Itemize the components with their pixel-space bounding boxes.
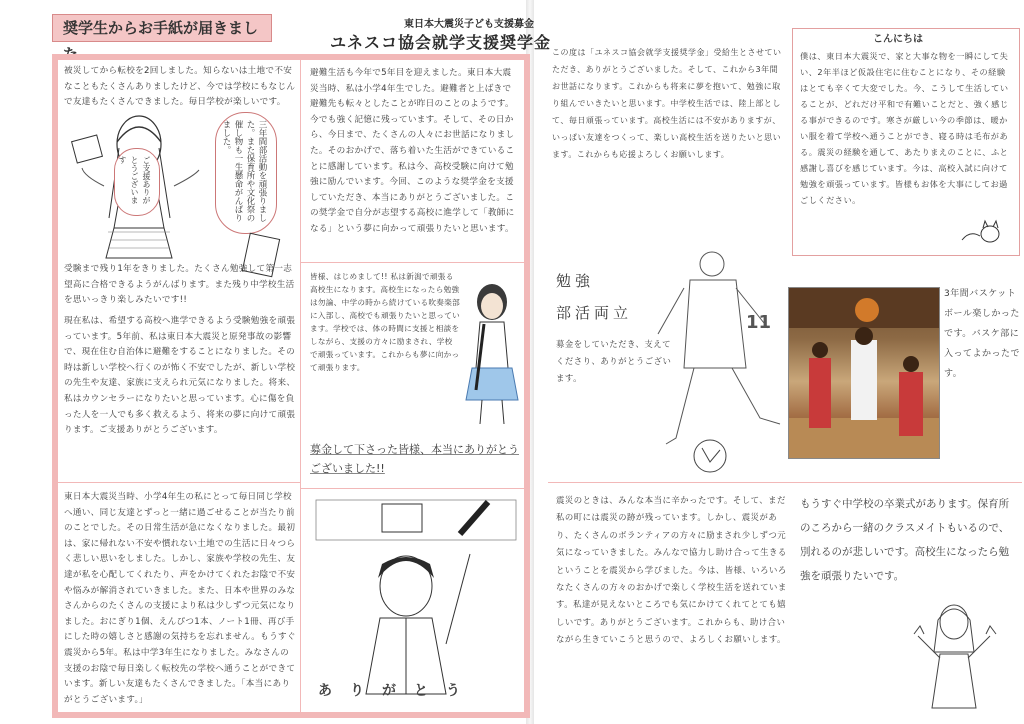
letter-4-signoff: 募金して下さった皆様、本当にありがとうございました!! xyxy=(310,443,519,475)
basketball-photo xyxy=(788,287,940,459)
divider-vertical-left xyxy=(300,60,301,712)
header-org-small: 東日本大震災子ども支援募金 xyxy=(404,19,534,30)
letter-2-text: 避難生活も今年で5年目を迎えました。東日本大震災当時、私は小学4年生でした。避難者と上ばきで避難先も転々としたことが昨日のことのようです。今でも強く記憶に残っています。そして、その日から、今日まで、たくさんの人々にお世話になりました。そのおかげで、落ち着いた生活ができていることに感謝しています。私は今、高校受験に向けて勉強に励んでいます。今回、このような奨学金を支援していただき、本当にありがとうございました。この奨学金で自分が志望する高校に進学して「教師になる」という夢に向かって頑張りたいと思います。 xyxy=(310,68,515,234)
right-letter-4-text: もうすぐ中学校の卒業式があります。保育所のころから一緒のクラスメイトもいるので、別れるのが悲しいです。高校生になったら勉強を頑張りたいです。 xyxy=(800,498,1010,582)
letter-1b-text: 受験まで残り1年をきりました。たくさん勉強して第一志望高に合格できるようがんばります。また残り中学校生活を思いっきり楽しみたいです!! xyxy=(64,264,295,306)
header-tag: 奨学生からお手紙が届きました xyxy=(52,14,272,42)
clarinet-girl-drawing xyxy=(458,278,524,428)
divider-h-right2 xyxy=(300,488,524,489)
study-title-2: 部活両立 xyxy=(556,304,633,322)
letter-3-text: 現在私は、希望する高校へ進学できるよう受験勉強を頑張っています。5年前、私は東日本大震災と原発事故の影響で、現在住む自治体に避難をすることになりました。その時は新しい学校へ行くのが怖く不安でしたが、新しい学校の先生や友達、家族に支えられ元気になりました。将来、私はカウンセラーになりたいと思っています。心に傷を負った人を一人でも多く救えるよう、将来の夢に向けて頑張ります。ご支援ありがとうございます。 xyxy=(64,316,296,436)
soccer-player-drawing xyxy=(650,248,790,480)
right-letter-2-heading: こんにちは xyxy=(873,34,923,45)
header-org-big: ユネスコ協会就学支援奨学金 xyxy=(330,33,552,52)
jersey-number: 11 xyxy=(746,312,772,333)
study-title-1: 勉強 xyxy=(556,272,595,290)
study-body: 募金をしていただき、支えてくださり、ありがとうございます。 xyxy=(556,339,672,383)
girl-waving-drawing xyxy=(898,596,1008,716)
right-letter-1-text: この度は「ユネスコ協会就学支援奨学金」受給生とさせていただき、ありがとうございました。そして、これから3年間お世話になります。これからも将来に夢を抱いて、勉強に取り組んでいきたいと思います。中学校生活では、陸上部として、毎日頑張っています。高校生活には不安がありますが、いっぱい友達をつくって、楽しい高校生活を送りたいと思います。これからも応援よろしくお願いします。 xyxy=(552,48,782,159)
letter-4-text: 皆様、はじめまして!! 私は新潟で頑張る高校生になります。高校生になったら勉強は勿論、中学の時から続けている吹奏楽部に入部し、高校でも頑張りたいと思っています。学校では、体の時間に支援と相談をしながら、支援の方々に励まされ、学校で頑張っています。これからも夢に向かって頑張ります。 xyxy=(310,272,460,372)
divider-h-right-page xyxy=(548,482,1022,483)
right-letter-3-text: 震災のときは、みんな本当に辛かったです。そして、まだ私の町には震災の跡が残っています。しかし、震災があり、たくさんのボランティアの方々に励まされ少しずつ元気になっていきました。みんなで協力し助け合って生きるということを震災から学びました。今は、皆様、いろいろなたくさんの方々のおかげで楽しく学校生活を送れています。私達が見えないところでも気にかけてくれてとても嬉しいです。ありがとうございます。これからも、助け合いながら生きていこうと思うので、よろしくお願いします。 xyxy=(556,495,787,645)
divider-h-left1 xyxy=(58,482,300,483)
cat-doodle xyxy=(960,218,1006,248)
basketball-note: 3年間バスケットボール楽しかったです。バスケ部に入ってよかったです。 xyxy=(944,289,1020,379)
letter-5-text: 東日本大震災当時、小学4年生の私にとって毎日同じ学校へ通い、同じ友達とずっと一緒に過ごせることが当たり前のことでした。その日常生活が急になくなりました。最初は、家に帰れない不安や慣れない土地での生活に日々つらく悲しい思いをしました。しかし、家族や学校の先生、友達が私を心配してくれたり、声をかけてくれたお陰で不安や悩みが解消されていきました。また、日本や世界のみなさんからのたくさんの支援により私は少しずつ元気になりました。おにぎり1個、えんぴつ1本、ノート1冊、再び手にした時の嬉しさと感謝の気持ちを忘れません。もうすぐ震災から5年。私は中学3年生になりました。みなさんの支援のお陰で毎日楽しく転校先の学校へ通うことができています。新しい友達もたくさんできました。「本当にありがとうございます。」 xyxy=(64,492,296,705)
arigatou-handwriting: ありがとう xyxy=(318,683,478,699)
bubble-1-text: 三年間部活動を頑張りました。また保育所や文化祭の催し物も一生懸命がんばりました。 xyxy=(221,120,267,222)
basketball-photo-art xyxy=(789,288,939,458)
divider-h-right1 xyxy=(300,262,524,263)
bubble-2-text: ご支援ありがとうございます xyxy=(118,156,151,204)
letter-1-text: 被災してから転校を2回しました。知らないは土地で不安なこともたくさんありましたけど、今では学校にもなじんで友達もたくさんできました。毎日学校が楽しいです。 xyxy=(64,66,296,108)
right-letter-2-text: 僕は、東日本大震災で、家と大事な物を一瞬にして失い、2年半ほど仮設住宅に住むことになり、その経験はとても辛くて大変でした。今、こうして生活していることが、どれだけ平和で有難いことだと、強く感じる事ができるのです。寒さが厳しい今の季節は、暖かい服を着て学校へ通うことができ、寝る時は毛布がある。震災の経験を通して、あたりまえのことに、ふと感謝し喜びを感じています。今は、高校入試に向けて勉強を頑張っています。皆様もお体を大事にしてお過ごしください。 xyxy=(800,51,1009,205)
